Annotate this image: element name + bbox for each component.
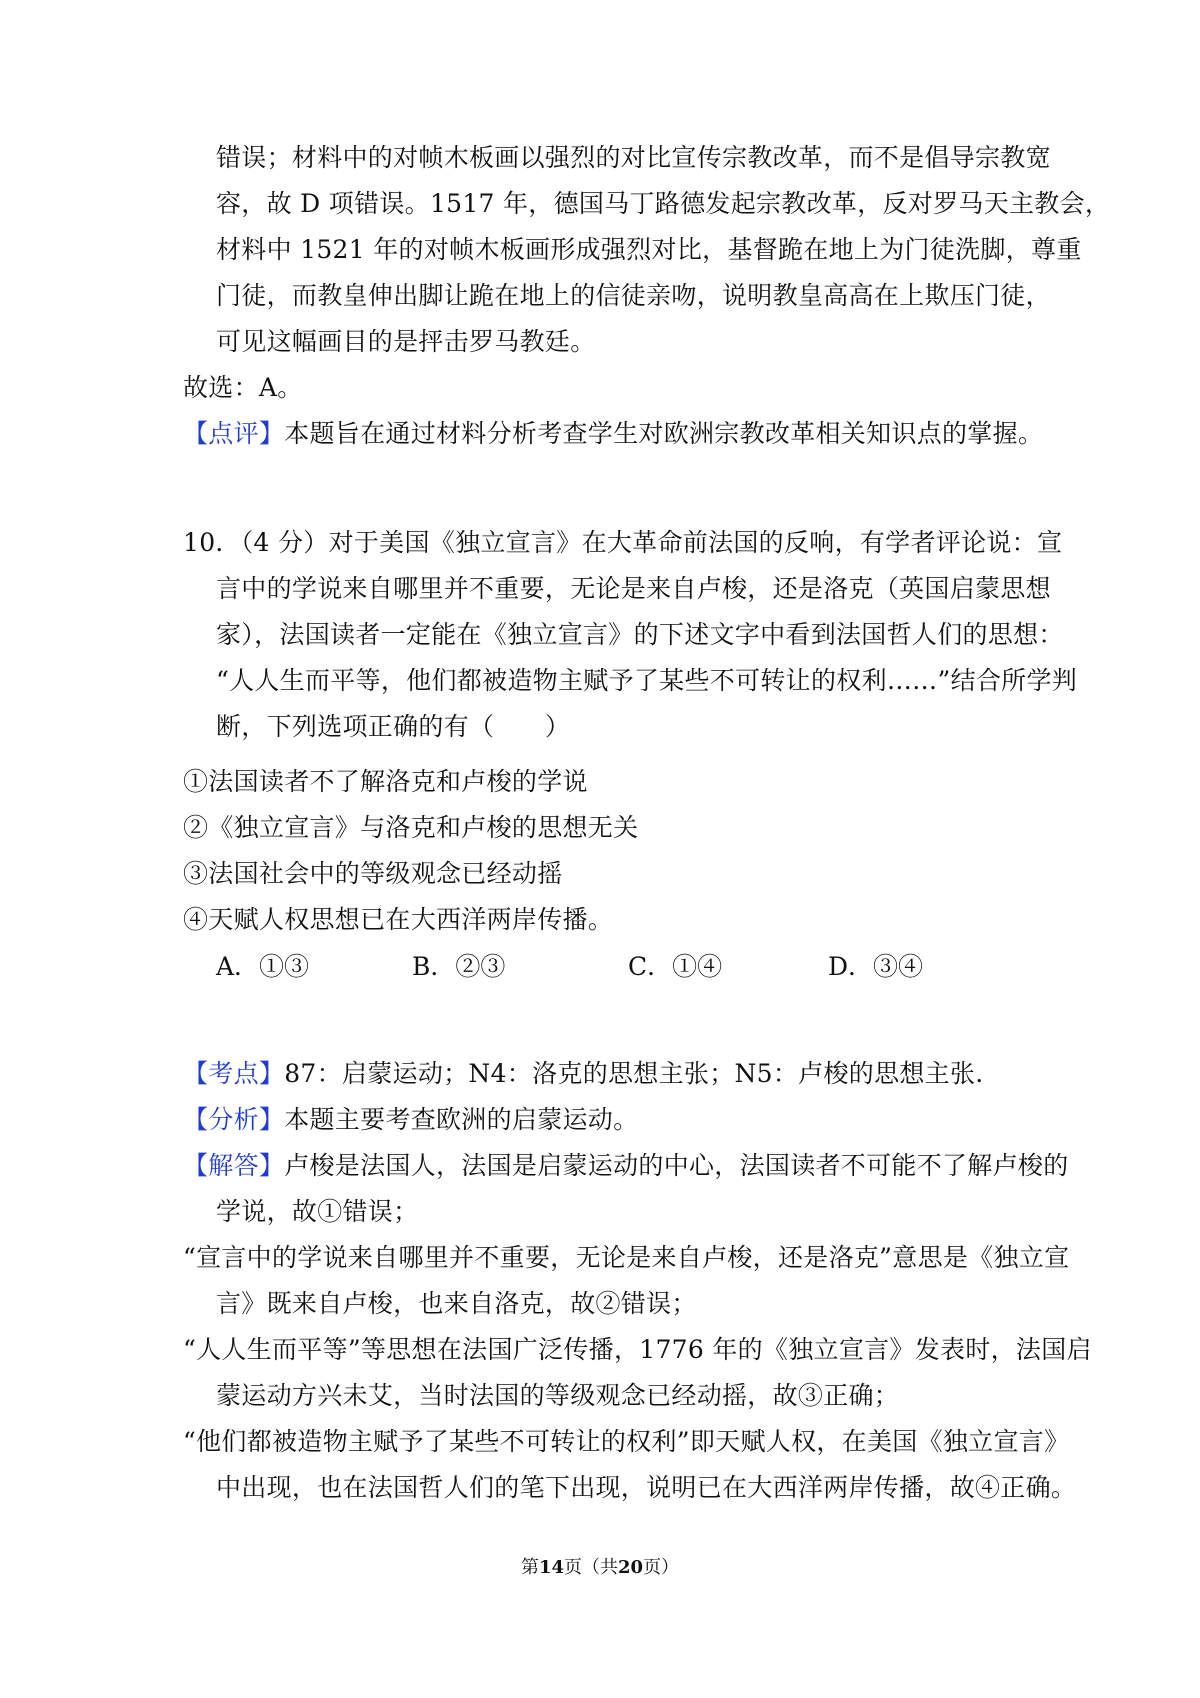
jieda-tag: 【解答】: [183, 1151, 285, 1180]
question-stem-line: “人人生而平等，他们都被造物主赋予了某些不可转让的权利……”结合所学判: [216, 666, 1078, 695]
fenxi-tag: 【分析】: [183, 1105, 285, 1134]
answer-options: [216, 950, 976, 984]
option-d: D．③④: [828, 952, 924, 981]
statement-1: ①法国读者不了解洛克和卢梭的学说: [183, 767, 588, 796]
option-b: B．②③: [412, 952, 506, 981]
jieda-first: 卢梭是法国人，法国是启蒙运动的中心，法国读者不可能不了解卢梭的: [284, 1151, 1069, 1180]
jieda-line: “人人生而平等”等思想在法国广泛传播，1776 年的《独立宣言》发表时，法国启: [183, 1335, 1092, 1364]
jieda: [183, 1149, 1069, 1183]
jieda-line: 中出现，也在法国哲人们的笔下出现，说明已在大西洋两岸传播，故④正确。: [216, 1473, 1077, 1502]
footer-suffix: 页）: [643, 1557, 680, 1578]
prev-review: [183, 417, 1043, 451]
option-c: C．①④: [628, 952, 723, 981]
fenxi-text: 本题主要考查欧洲的启蒙运动。: [284, 1105, 639, 1134]
prev-explanation-line: 容，故 D 项错误。1517 年，德国马丁路德发起宗教改革，反对罗马天主教会，: [216, 189, 1111, 218]
jieda-line: “他们都被造物主赋予了某些不可转让的权利”即天赋人权，在美国《独立宣言》: [183, 1427, 1070, 1456]
statement-4: ④天赋人权思想已在大西洋两岸传播。: [183, 905, 614, 934]
kaodian-text: 87：启蒙运动；N4：洛克的思想主张；N5：卢梭的思想主张.: [284, 1059, 984, 1088]
fenxi: [183, 1103, 638, 1137]
page-footer: [0, 1556, 1200, 1580]
statement-3: ③法国社会中的等级观念已经动摇: [183, 859, 563, 888]
footer-middle: 页（共: [564, 1557, 618, 1578]
footer-page-number: 14: [538, 1557, 564, 1578]
jieda-line: 蒙运动方兴未艾，当时法国的等级观念已经动摇，故③正确；: [216, 1381, 900, 1410]
question-stem-line: 言中的学说来自哪里并不重要，无论是来自卢梭，还是洛克（英国启蒙思想: [216, 574, 1051, 603]
option-a: A．①③: [216, 952, 310, 981]
prev-answer: 故选：A。: [183, 373, 303, 402]
question-stem-line: 10．（4 分）对于美国《独立宣言》在大革命前法国的反响，有学者评论说：宣: [183, 528, 1063, 557]
question-stem-line: 断，下列选项正确的有（ ）: [216, 712, 571, 741]
jieda-line: 学说，故①错误；: [216, 1197, 419, 1226]
prev-explanation-line: 材料中 1521 年的对帧木板画形成强烈对比，基督跪在地上为门徒洗脚，尊重: [216, 235, 1082, 264]
review-tag: 【点评】: [183, 419, 285, 448]
jieda-line: “宣言中的学说来自哪里并不重要，无论是来自卢梭，还是洛克”意思是《独立宣: [183, 1243, 1070, 1272]
question-stem-line: 家），法国读者一定能在《独立宣言》的下述文字中看到法国哲人们的思想：: [216, 620, 1064, 649]
prev-explanation-line: 门徒，而教皇伸出脚让跪在地上的信徒亲吻，说明教皇高高在上欺压门徒，: [216, 281, 1051, 310]
statement-2: ②《独立宣言》与洛克和卢梭的思想无关: [183, 813, 639, 842]
review-text: 本题旨在通过材料分析考查学生对欧洲宗教改革相关知识点的掌握。: [284, 419, 1044, 448]
prev-explanation-line: 可见这幅画目的是抨击罗马教廷。: [216, 327, 596, 356]
prev-explanation-line: 错误；材料中的对帧木板画以强烈的对比宣传宗教改革，而不是倡导宗教宽: [216, 143, 1051, 172]
kaodian-tag: 【考点】: [183, 1059, 285, 1088]
footer-prefix: 第: [520, 1557, 539, 1578]
jieda-line: 言》既来自卢梭，也来自洛克，故②错误；: [216, 1289, 697, 1318]
kaodian: [183, 1057, 984, 1091]
footer-total-pages: 20: [618, 1557, 644, 1578]
